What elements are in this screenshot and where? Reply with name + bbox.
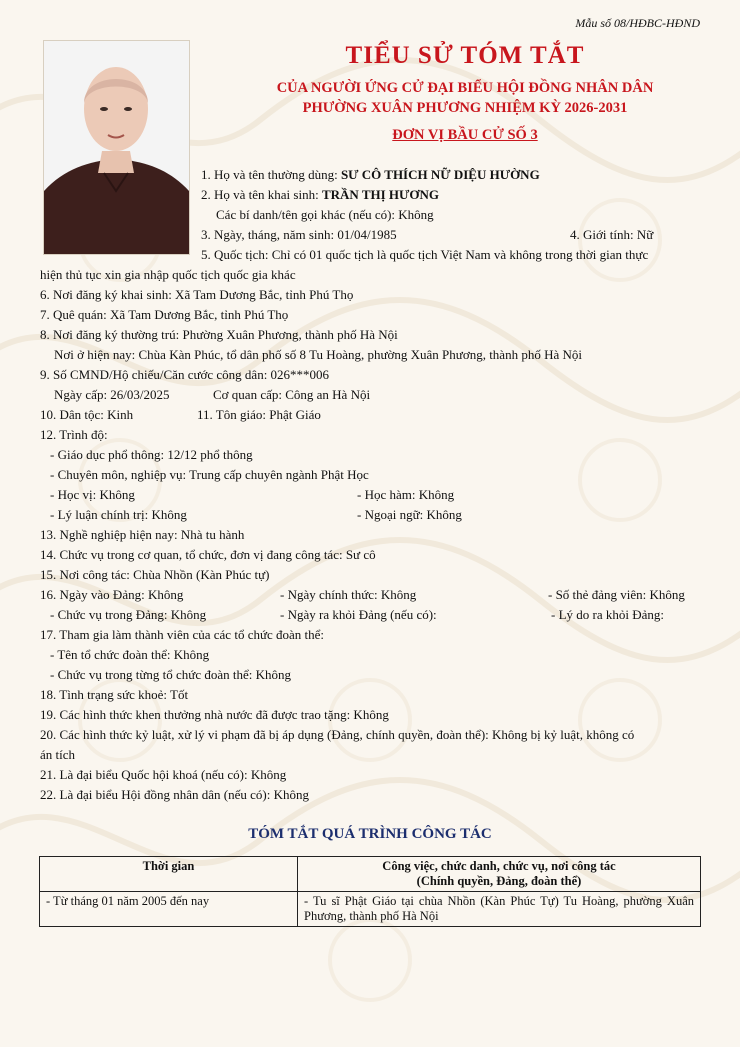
field-religion: 11. Tôn giáo: Phật Giáo: [197, 407, 321, 422]
field-value: SƯ CÔ THÍCH NỮ DIỆU HƯỜNG: [340, 167, 540, 182]
field-birth-registration: 6. Nơi đăng ký khai sinh: Xã Tam Dương Bắc, tỉnh Phú Thọ: [40, 287, 354, 302]
field-workplace: 15. Nơi công tác: Chùa Nhồn (Kàn Phúc tự): [40, 567, 270, 582]
field-permanent-residence: 8. Nơi đăng ký thường trú: Phường Xuân Phương, thành phố Hà Nội: [40, 327, 398, 342]
field-degree: - Học vị: Không: [50, 487, 135, 502]
field-current-residence: Nơi ở hiện nay: Chùa Kàn Phúc, tổ dân phố số 8 Tu Hoàng, phường Xuân Phương, thành phố Hà Nội: [54, 347, 582, 362]
field-specialization: - Chuyên môn, nghiệp vụ: Trung cấp chuyên ngành Phật Học: [50, 467, 369, 482]
field-peoples-council: 22. Là đại biểu Hội đồng nhân dân (nếu có): Không: [40, 787, 309, 802]
portrait-photo: [43, 40, 190, 255]
field-birth-name: [201, 186, 439, 204]
document-subtitle-2: PHƯỜNG XUÂN PHƯƠNG NHIỆM KỲ 2026-2031: [302, 100, 628, 116]
field-party-official-date: - Ngày chính thức: Không: [280, 587, 417, 602]
field-organizations-heading: 17. Tham gia làm thành viên của các tổ chức đoàn thể:: [40, 627, 325, 642]
field-label: 1. Họ và tên thường dùng:: [201, 167, 341, 182]
field-common-name: [201, 166, 540, 184]
field-academic-title: - Học hàm: Không: [357, 487, 455, 502]
column-header-sublabel: (Chính quyền, Đảng, đoàn thể): [416, 874, 582, 888]
field-nationality-cont: hiện thủ tục xin gia nhập quốc tịch quốc gia khác: [40, 267, 296, 282]
field-discipline-cont: án tích: [40, 747, 76, 762]
field-birth-date: 3. Ngày, tháng, năm sinh: 01/04/1985: [201, 227, 397, 242]
work-history-table: [39, 856, 701, 927]
field-awards: 19. Các hình thức khen thưởng nhà nước đã được trao tặng: Không: [40, 707, 389, 722]
field-organization-name: - Tên tổ chức đoàn thể: Không: [50, 647, 210, 662]
cell-time: - Từ tháng 01 năm 2005 đến nay: [40, 892, 298, 927]
table-row: [40, 892, 701, 927]
field-id-issuer: Cơ quan cấp: Công an Hà Nội: [213, 387, 371, 402]
column-header-time: [40, 857, 298, 892]
field-id-issue-date: Ngày cấp: 26/03/2025: [54, 387, 170, 402]
field-foreign-language: - Ngoại ngữ: Không: [357, 507, 462, 522]
field-party-leave-date: - Ngày ra khỏi Đảng (nếu có):: [280, 607, 437, 622]
document-subtitle-1: CỦA NGƯỜI ỨNG CỬ ĐẠI BIỂU HỘI ĐỒNG NHÂN DÂN: [276, 80, 654, 96]
field-id-number: 9. Số CMND/Hộ chiếu/Căn cước công dân: 026***006: [40, 367, 330, 382]
field-hometown: 7. Quê quán: Xã Tam Dương Bắc, tỉnh Phú Thọ: [40, 307, 289, 322]
field-occupation: 13. Nghề nghiệp hiện nay: Nhà tu hành: [40, 527, 245, 542]
column-header-label: Thời gian: [142, 859, 195, 873]
field-value: TRẦN THỊ HƯƠNG: [321, 187, 439, 202]
field-position: 14. Chức vụ trong cơ quan, tổ chức, đơn vị đang công tác: Sư cô: [40, 547, 376, 562]
field-label: 2. Họ và tên khai sinh:: [201, 187, 322, 202]
form-code: Mẫu số 08/HĐBC-HĐND: [575, 16, 700, 30]
field-aliases: Các bí danh/tên gọi khác (nếu có): Không: [216, 207, 434, 222]
document-title: TIỂU SỬ TÓM TẮT: [345, 42, 585, 69]
field-health: 18. Tình trạng sức khoẻ: Tốt: [40, 687, 189, 702]
cell-description: - Tu sĩ Phật Giáo tại chùa Nhồn (Kàn Phúc Tự) Tu Hoàng, phường Xuân Phương, thành phố Hà Nội: [298, 892, 701, 927]
table-header-row: [40, 857, 701, 892]
field-party-join-date: 16. Ngày vào Đảng: Không: [40, 587, 184, 602]
field-education-heading: 12. Trình độ:: [40, 427, 108, 442]
field-ethnicity: 10. Dân tộc: Kinh: [40, 407, 134, 422]
field-party-position: - Chức vụ trong Đảng: Không: [50, 607, 207, 622]
field-gender: 4. Giới tính: Nữ: [570, 227, 654, 242]
field-discipline: 20. Các hình thức kỷ luật, xử lý vi phạm đã bị áp dụng (Đảng, chính quyền, đoàn thể): Không bị kỷ luật, không có: [40, 727, 635, 742]
column-header-label: Công việc, chức danh, chức vụ, nơi công tác: [382, 859, 616, 873]
work-history-title: TÓM TẮT QUÁ TRÌNH CÔNG TÁC: [248, 826, 492, 842]
field-nationality: 5. Quốc tịch: Chỉ có 01 quốc tịch là quốc tịch Việt Nam và không trong thời gian thực: [201, 247, 649, 262]
field-party-leave-reason: - Lý do ra khỏi Đảng:: [551, 607, 665, 622]
field-national-assembly: 21. Là đại biểu Quốc hội khoá (nếu có): Không: [40, 767, 287, 782]
election-unit: ĐƠN VỊ BẦU CỬ SỐ 3: [392, 127, 538, 143]
field-general-education: - Giáo dục phổ thông: 12/12 phổ thông: [50, 447, 253, 462]
column-header-description: [298, 857, 701, 892]
field-political-theory: - Lý luận chính trị: Không: [50, 507, 187, 522]
field-party-card-number: - Số thẻ đảng viên: Không: [548, 587, 685, 602]
field-organization-position: - Chức vụ trong từng tổ chức đoàn thể: Không: [50, 667, 292, 682]
